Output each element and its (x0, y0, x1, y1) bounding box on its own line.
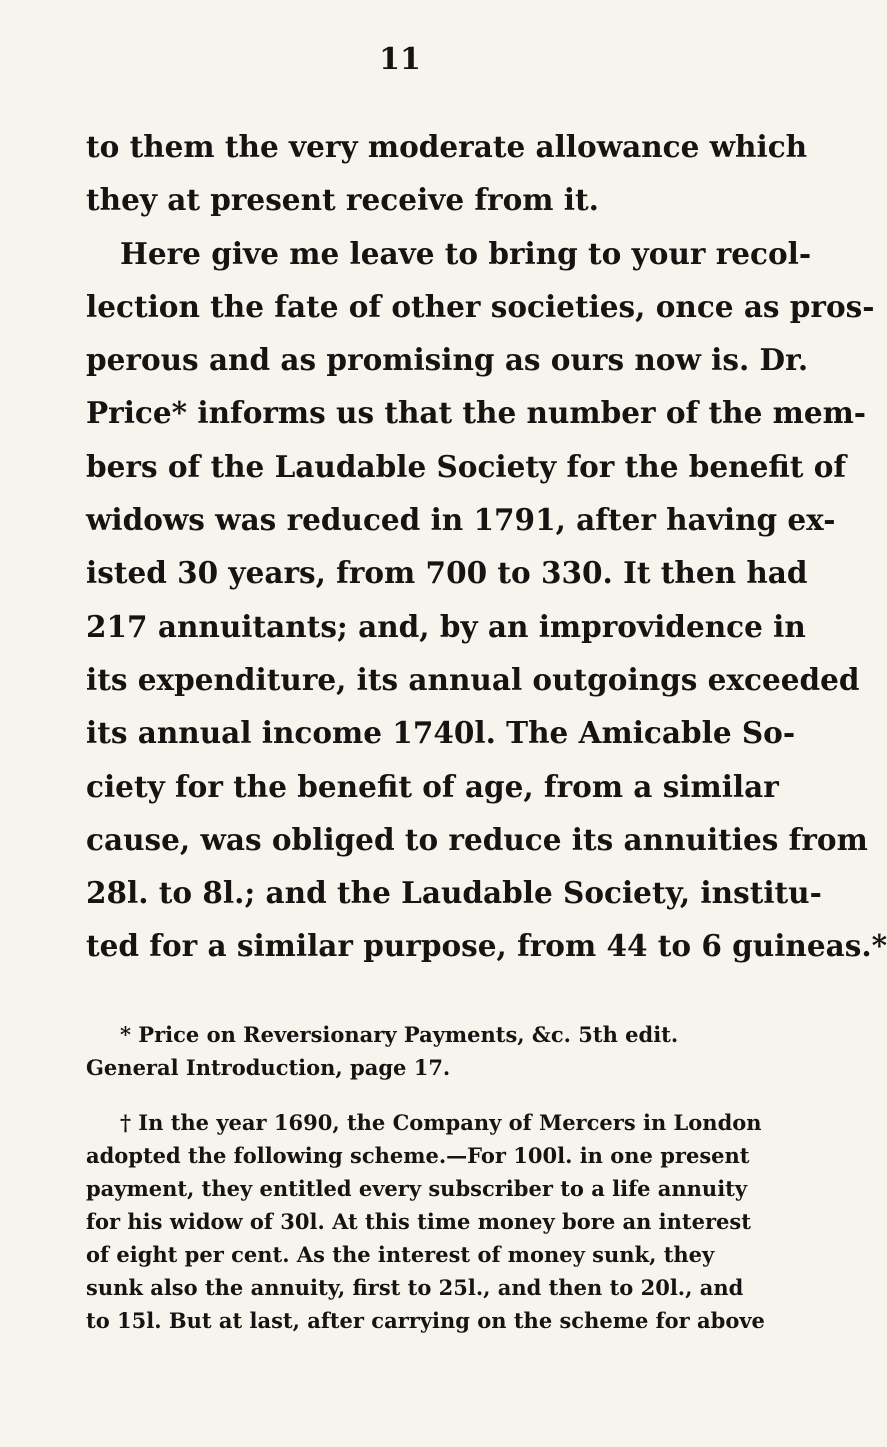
footnote-line: of eight per cent. As the interest of money sunk, they (86, 1242, 715, 1267)
text-line: to them the very moderate allowance which (86, 129, 808, 164)
footnote-line: * Price on Reversionary Payments, &c. 5th edit. (120, 1022, 679, 1047)
text-line: ciety for the benefit of age, from a similar (86, 768, 779, 804)
body-text (86, 120, 887, 973)
footnote-line: payment, they entitled every subscriber to a life annuity (86, 1176, 748, 1201)
footnote-price (86, 1018, 760, 1084)
text-line: cause, was obliged to reduce its annuities from (86, 821, 868, 857)
text-line: Here give me leave to bring to your recol- (120, 235, 812, 271)
footnote-line: † In the year 1690, the Company of Mercers in London (120, 1110, 762, 1135)
text-line: Price* informs us that the number of the mem- (86, 395, 867, 431)
footnote-line: sunk also the annuity, first to 25l., and then to 20l., and (86, 1275, 744, 1300)
text-line: perous and as promising as ours now is. Dr. (86, 342, 809, 378)
footnote-line: adopted the following scheme.—For 100l. in one present (86, 1143, 750, 1168)
text-line: 217 annuitants; and, by an improvidence in (86, 608, 806, 644)
text-line: its expenditure, its annual outgoings exceeded (86, 661, 860, 697)
text-line: they at present receive from it. (86, 182, 599, 218)
text-line: its annual income 1740l. The Amicable So- (86, 715, 796, 751)
footnote-line: General Introduction, page 17. (86, 1055, 451, 1080)
footnote-mercers (86, 1106, 765, 1337)
text-line: widows was reduced in 1791, after having ex- (86, 502, 836, 538)
text-line: isted 30 years, from 700 to 330. It then had (86, 555, 808, 591)
text-line: bers of the Laudable Society for the benefit of (86, 448, 847, 484)
text-line: lection the fate of other societies, once as pros- (86, 288, 875, 324)
footnote-line: to 15l. But at last, after carrying on the scheme for above (86, 1308, 765, 1333)
footnotes (86, 1018, 765, 1337)
text-line: ted for a similar purpose, from 44 to 6 guineas.* (86, 928, 887, 964)
text-line: 28l. to 8l.; and the Laudable Society, institu- (86, 875, 822, 911)
page-number: 11 (379, 42, 421, 77)
footnote-line: for his widow of 30l. At this time money bore an interest (86, 1209, 751, 1234)
